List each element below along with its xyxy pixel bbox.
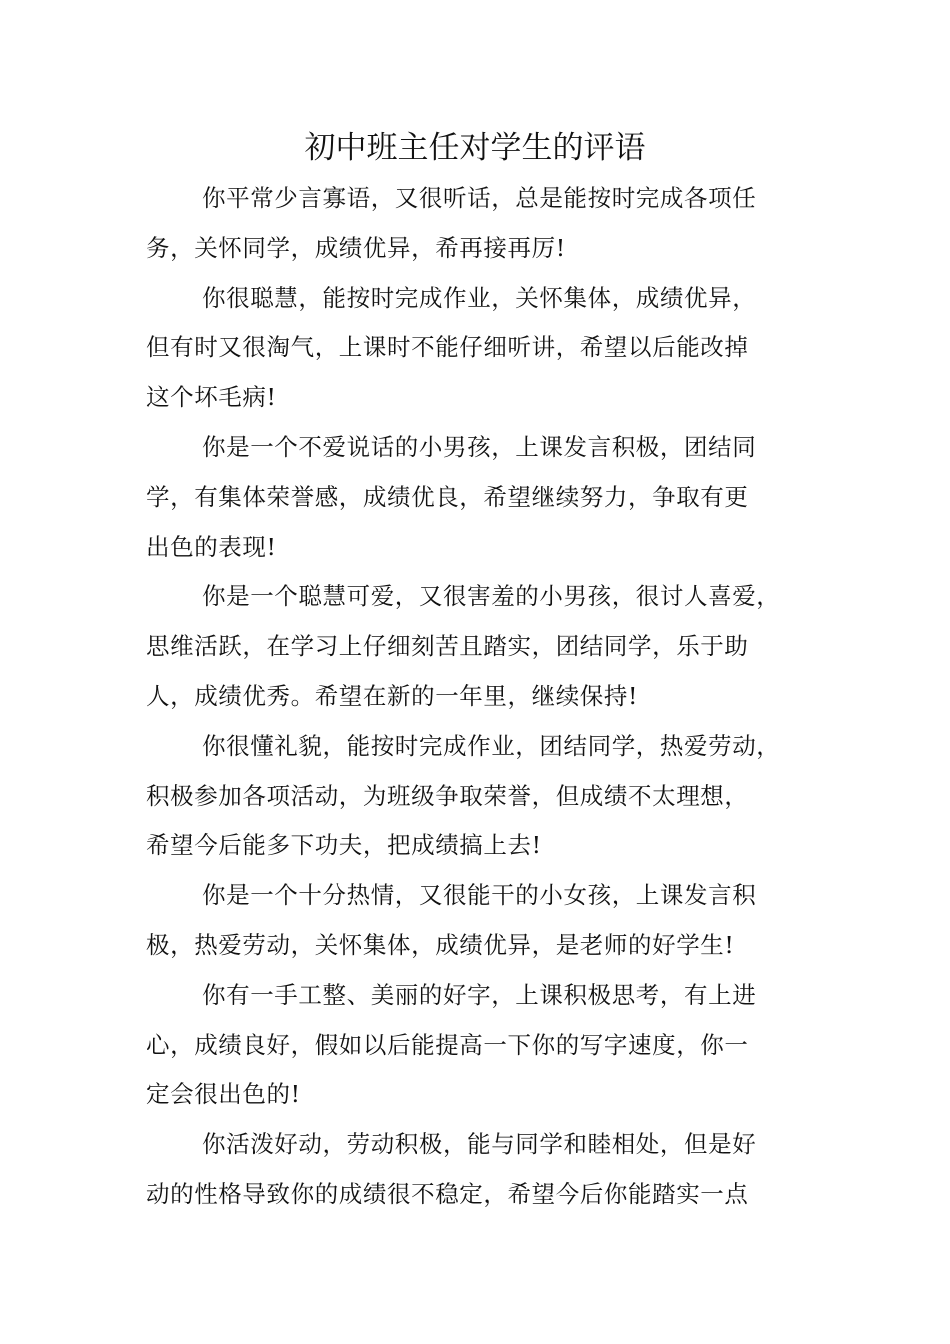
- paragraph-line: 定会很出色的!: [146, 1080, 301, 1109]
- paragraph-line: 你是一个聪慧可爱，又很害羞的小男孩，很讨人喜爱，: [202, 582, 781, 611]
- paragraph-line: 学，有集体荣誉感，成绩优良，希望继续努力，争取有更: [146, 482, 749, 511]
- paragraph-line: 心，成绩良好，假如以后能提高一下你的写字速度，你一: [146, 1030, 749, 1059]
- paragraph-line: 但有时又很淘气，上课时不能仔细听讲，希望以后能改掉: [146, 333, 749, 362]
- paragraph-line: 你活泼好动，劳动积极，能与同学和睦相处，但是好: [202, 1130, 757, 1159]
- paragraph-line: 希望今后能多下功夫，把成绩搞上去!: [146, 831, 542, 860]
- paragraph-7: [146, 971, 826, 1120]
- paragraph-line: 极，热爱劳动，关怀集体，成绩优异，是老师的好学生!: [146, 930, 735, 959]
- paragraph-line: 出色的表现!: [146, 532, 277, 561]
- paragraph-line: 积极参加各项活动，为班级争取荣誉，但成绩不太理想，: [146, 781, 749, 810]
- paragraph-line: 人，成绩优秀。希望在新的一年里，继续保持!: [146, 681, 639, 710]
- paragraph-line: 动的性格导致你的成绩很不稳定，希望今后你能踏实一点: [146, 1179, 749, 1208]
- paragraph-line: 你很聪慧，能按时完成作业，关怀集体，成绩优异，: [202, 283, 757, 312]
- paragraph-1: [146, 174, 826, 274]
- paragraph-line: 你有一手工整、美丽的好字，上课积极思考，有上进: [202, 980, 757, 1009]
- paragraph-line: 你很懂礼貌，能按时完成作业，团结同学，热爱劳动，: [202, 731, 781, 760]
- paragraph-line: 你是一个十分热情，又很能干的小女孩，上课发言积: [202, 881, 757, 910]
- paragraph-3: [146, 423, 826, 572]
- paragraph-line: 思维活跃，在学习上仔细刻苦且踏实，团结同学，乐于助: [146, 632, 749, 661]
- paragraph-5: [146, 722, 826, 871]
- paragraph-line: 你平常少言寡语，又很听话，总是能按时完成各项任: [202, 184, 757, 212]
- paragraph-line: 务，关怀同学，成绩优异，希再接再厉!: [146, 233, 566, 262]
- paragraph-8: [146, 1120, 826, 1220]
- paragraph-4: [146, 572, 826, 721]
- paragraph-6: [146, 871, 826, 971]
- paragraph-2: [146, 274, 826, 423]
- document-body: [146, 174, 826, 1220]
- paragraph-line: 你是一个不爱说话的小男孩，上课发言积极，团结同: [202, 432, 757, 461]
- document-title: 初中班主任对学生的评语: [304, 130, 646, 166]
- paragraph-line: 这个坏毛病!: [146, 383, 277, 412]
